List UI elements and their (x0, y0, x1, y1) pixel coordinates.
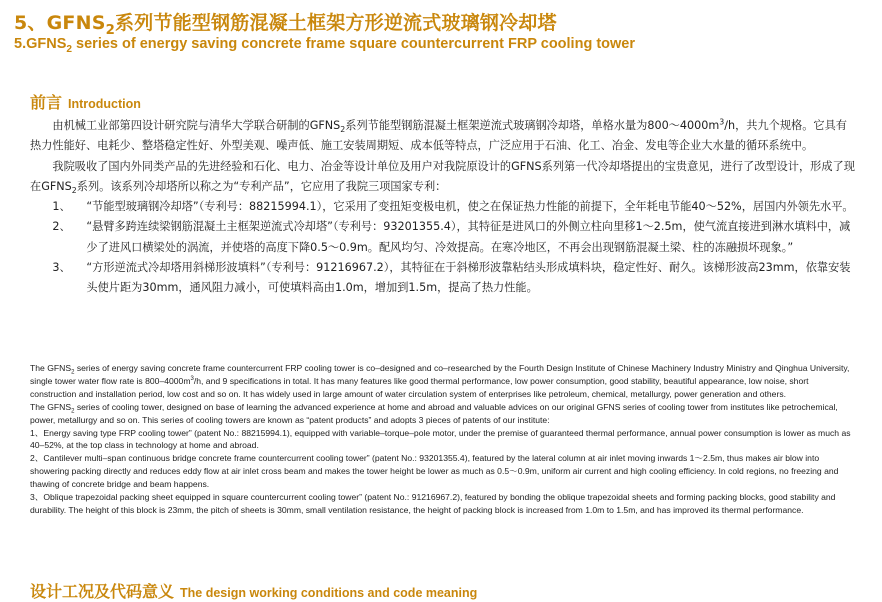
introduction-heading-cn: 前言 (30, 93, 63, 112)
introduction-heading-en: Introduction (68, 97, 141, 111)
patent-item-3-en: 3、Oblique trapezoidal packing sheet equipped in square countercurrent cooling tower” (patent No.: 91216967.2), featured by bonding the oblique trapezoidal sheets and forming packing blocks, good stability and durability. The height of this block is 23mm, the pitch of sheets is 30mm, small ventilation resistance, the height of packing block is increased from 1.0m to 1.5m, and has improved its thermal performance. (30, 492, 836, 515)
intro-paragraph-2-cn: 我院吸收了国内外同类产品的先进经验和石化、电力、冶金等设计单位及用户对我院原设计的GFNS系列第一代冷却塔提出的宝贵意见，进行了改型设计，形成了现在$GFNS_2$系列。该系列冷却塔所以称之为“专利产品”，它应用了我院三项国家专利： (30, 159, 855, 196)
patent-item-1-cn: 1、 “节能型玻璃钢冷却塔”（专利号：88215994.1），它采用了变扭矩变极电机，使之在保证热力性能的前提下，全年耗电节能40～52%，居国内外领先水平。 (52, 200, 854, 214)
design-conditions-heading-cn: 设计工况及代码意义 (30, 582, 175, 601)
introduction-body-cn (30, 116, 856, 299)
introduction-heading (30, 90, 141, 113)
page-title-cn: 5、$GFNS_2$系列节能型钢筋混凝土框架方形逆流式玻璃钢冷却塔 (14, 12, 557, 38)
patent-item-1-en: 1、Energy saving type FRP cooling tower” (patent No.: 88215994.1), equipped with variable–torque–pole motor, under the premise of guaranteed thermal performance, annual power consumption is lower as much as 40–52%, at the top class in technology at home and abroad. (30, 427, 851, 451)
design-conditions-heading-en: The design working conditions and code meaning (180, 586, 478, 600)
patent-item-3-cn: 3、 “方形逆流式冷却塔用斜梯形波填料”（专利号：91216967.2），其特征在于斜梯形波靠粘结头形成填料块，稳定性好、耐久。该梯形波高23mm，依靠安装头使片距为30mm，通风阻力减小，可使填料高由1.0m，增加到1.5m，提高了热力性能。 (52, 261, 851, 295)
design-conditions-heading (30, 579, 477, 602)
intro-paragraph-2-en: The $GFNS_2$ series of cooling tower, designed on base of learning the advanced experience at home and abroad and valuable advices on our original GFNS series of cooling tower from institutes like petrochemical, power, metallurgy and so on. This series of cooling towers are known as “patent products” and adopts 3 pieces of patents of our institute: (30, 401, 838, 425)
patent-item-2-cn: 2、 “悬臂多跨连续梁钢筋混凝土主框架逆流式冷却塔”（专利号：93201355.4），其特征是进风口的外侧立柱向里移1～2.5m，使气流直接进到淋水填料中，减少了进风口横梁处的涡流，并使塔的高度下降0.5～0.9m。配风均匀、冷效提高。在寒冷地区，不再会出现钢筋混凝土梁、柱的冻融损坏现象。” (52, 220, 851, 254)
intro-paragraph-1-en: The $GFNS_2$ series of energy saving concrete frame countercurrent FRP cooling tower is co–designed and co–researched by the Fourth Design Institute of Chinese Machinery Industry Ministry and Qinghua University, single tower water flow rate is $800-4000m^3/h$, and 9 specifications in total. It has many features like good thermal performance, low power consumption, good stability, beautiful appearance, low noise, short construction and installation period, low cost and so on. It has widely used in large amount of water circulation system of enterprises like petroleum, chemical, metallurgy, power generation and others. (30, 363, 850, 399)
page-title-en: $5.GFNS_2$ series of energy saving concrete frame square countercurrent FRP cooling tower (14, 36, 636, 55)
intro-paragraph-1-cn: 由机械工业部第四设计研究院与清华大学联合研制的$GFNS_2$系列节能型钢筋混凝土框架逆流式玻璃钢冷却塔，单格水量为$800\sim 4000m^3/h$，共九个规格。它具有热力性能好、电耗少、整塔稳定性好、外型美观、噪声低、施工安装周期短、成本低等特点，广泛应用于石油、化工、冶金、发电等企业大水量的循环系统中。 (30, 117, 847, 153)
introduction-body-en (30, 362, 856, 517)
patent-item-2-en: 2、Cantilever multi–span continuous bridge concrete frame countercurrent cooling tower” (patent No.: 93201355.4), featured by the lateral column at air inlet moving inwards 1～2.5m, thus makes air blow into showering packing directly and reduces eddy flow at air inlet cross beam and makes the tower height be lower as much as 0.5～0.9m, uniform air current and high cooling efficiency. In cold regions, no freezing and thawing of concrete bridge and beam happens. (30, 453, 839, 490)
